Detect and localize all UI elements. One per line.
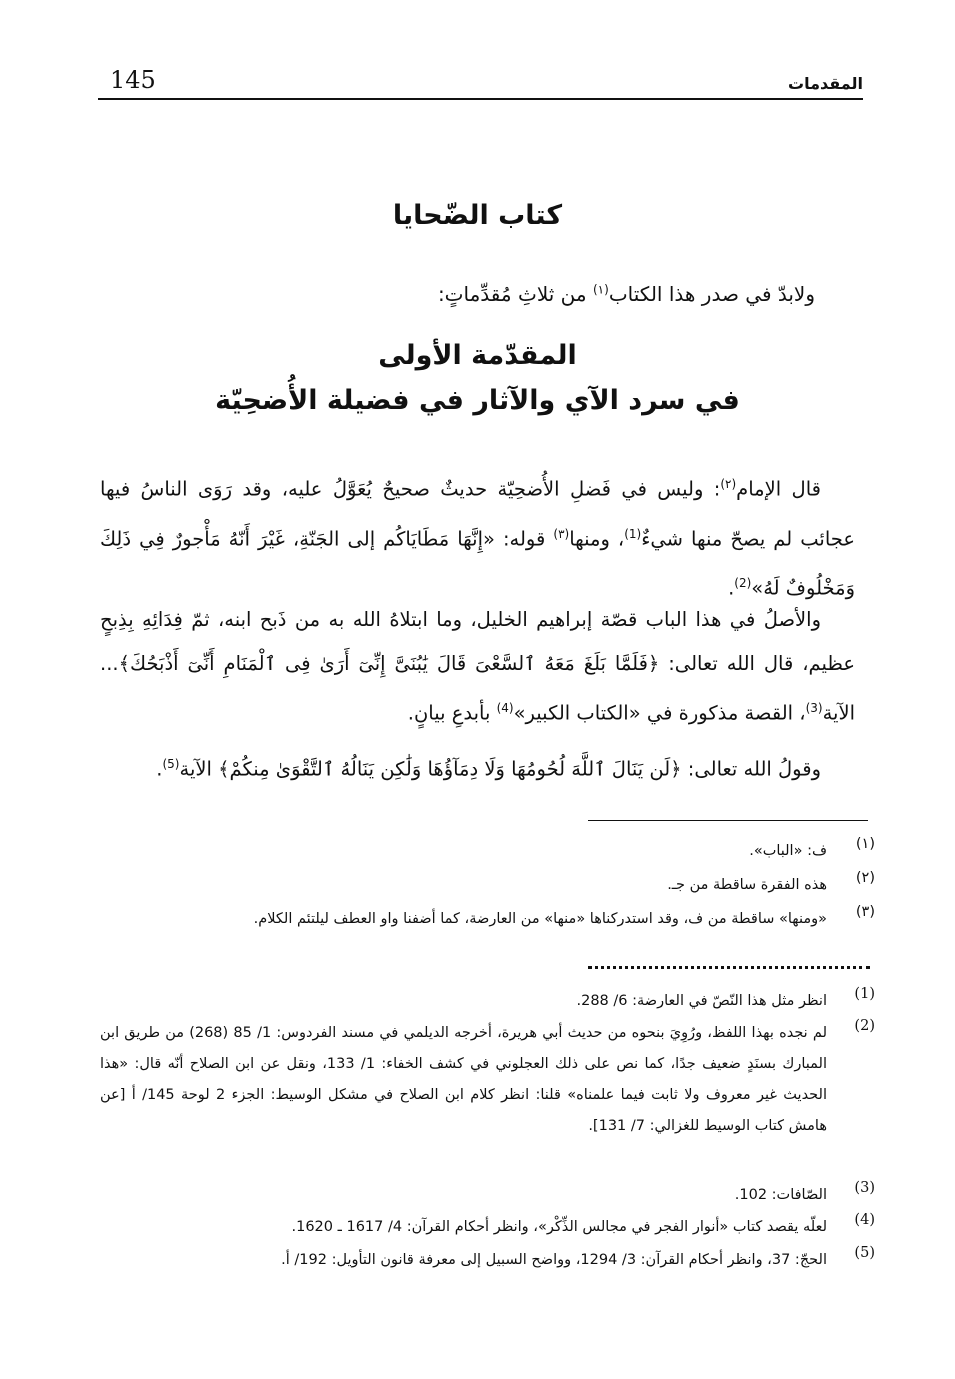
para-text: : وليس في فَضلِ الأُضحِيّة حديثٌ صحيحٌ يُعَوَّلُ عليه، وقد رَوَى الناسُ فيها عجائب لم يصحّ منها شيءٌ <box>100 477 855 550</box>
section-title: المقدّمة الأولى <box>378 340 577 371</box>
footnote-number: (٣) <box>855 904 875 920</box>
footnote-number: (١) <box>855 836 875 852</box>
note-ref[interactable]: (4) <box>496 701 514 715</box>
footnote-text: ف: «الباب». <box>749 843 827 859</box>
section-subtitle: في سرد الآي والآثار في فضيلة الأُضحِيّة <box>215 385 740 416</box>
footnote-text: «ومنها» ساقطة من ف، وقد استدركناها «منها» من العارضة، كما أضفنا واو العطف ليلتئم الكلام. <box>253 911 827 927</box>
hadith-quote: قوله: «إِنَّهَا مَطَايَاكُم إلى الجَنّةِ، غَيْرَ أَنّهُ مَأْجورٌ فِي ذَلِكَ وَمَخْلُوفٌ لَهُ» <box>100 527 855 600</box>
paragraph-3 <box>100 742 855 792</box>
note-number: (2) <box>854 1018 875 1034</box>
intro-text: ولابدّ في صدر هذا الكتاب <box>608 282 815 306</box>
para-text: الآية <box>179 757 219 781</box>
intro-text: من ثلاثِ مُقدِّماتٍ: <box>437 282 593 306</box>
book-title: كتاب الضّحايا <box>392 200 563 231</box>
footnote-item <box>100 836 875 867</box>
para-text: بأبدعِ بيانٍ. <box>407 701 497 725</box>
editor-note <box>100 1180 875 1211</box>
para-text: ، القصة مذكورة في «الكتاب الكبير» <box>513 701 806 725</box>
note-ref[interactable]: (2) <box>734 576 752 590</box>
note-number: (3) <box>854 1180 875 1196</box>
intro-line <box>115 282 815 306</box>
editor-note <box>100 986 875 1017</box>
running-head: المقدمات <box>788 74 863 93</box>
quran-verse: ﴿لَن يَنَالَ ٱللَّهَ لُحُومُهَا وَلَا دِمَآؤُهَا وَلَٰكِن يَنَالُهُ ٱلتَّقْوَىٰ مِنكُمْ﴾ <box>218 757 682 781</box>
note-text: الصّافات: 102. <box>734 1187 827 1203</box>
editor-note <box>100 1245 875 1276</box>
para-text: والأصلُ في هذا الباب قصّة إبراهيم الخليل، وما ابتلاهُ الله به من ذَبح ابنه، ثمّ فِدَائِهِ بِذِبحٍ عظيم، قال الله تعالى: <box>100 608 856 675</box>
para-text: . <box>156 757 163 781</box>
footnote-separator <box>588 820 868 821</box>
footnote-text: هذه الفقرة ساقطة من جـ. <box>667 877 827 893</box>
note-ref[interactable]: (5) <box>162 757 180 771</box>
paragraph-1 <box>100 462 855 611</box>
note-number: (5) <box>854 1245 875 1261</box>
paragraph-2 <box>100 598 855 736</box>
note-text: لم نجده بهذا اللفظ، ورُوِيَ بنحوه من حديث أبي هريرة، أخرجه الديلمي في مسند الفردوس: 1/ 85 (268) من طريق ابن المبارك بسنَدٍ ضعيف جدًا، كما نص على ذلك العجلوني في كشف الخفاء: 1/ 133، ونقل عن ابن الصلاح أنّه قال: «هذا الحديث غير معروف ولا ثابت فيما علمناه» قلنا: انظر كلام ابن الصلاح في مشكل الوسيط: الجزء 2 لوحة 145/ أ [عن هامش كتاب الوسيط للغزالي: 7/ 131]. <box>100 1025 827 1134</box>
notes-separator <box>588 966 870 969</box>
footnote-number: (٢) <box>855 870 875 886</box>
para-text: ، ومنها <box>569 527 625 550</box>
editor-note <box>100 1212 875 1243</box>
footnote-ref[interactable]: (٢) <box>720 477 737 491</box>
footnote-item <box>100 870 875 901</box>
footnote-ref[interactable]: (١) <box>592 282 609 297</box>
quran-verse: ﴿فَلَمَّا بَلَغَ مَعَهُ ٱلسَّعْىَ قَالَ يَٰبُنَىَّ إِنِّىٓ أَرَىٰ فِى ٱلْمَنَامِ أَنِّىٓ أَذْبَحُكَ﴾ <box>118 652 660 675</box>
footnote-item <box>100 904 875 935</box>
footnote-ref[interactable]: (٣) <box>553 526 570 541</box>
note-ref[interactable]: (3) <box>805 701 823 715</box>
note-text: انظر مثل هذا النّصّ في العارضة: 6/ 288. <box>576 993 827 1009</box>
para-text: . <box>728 576 735 600</box>
note-number: (4) <box>854 1212 875 1228</box>
header-rule <box>98 98 863 100</box>
page-number: 145 <box>110 66 156 94</box>
editor-note <box>100 1018 875 1142</box>
para-text: ... الآية <box>100 652 855 725</box>
note-ref[interactable]: (1) <box>624 526 642 541</box>
note-number: (1) <box>854 986 875 1002</box>
note-text: لعلّه يقصد كتاب «أنوار الفجر في مجالس الذِّكْر»، وانظر أحكام القرآن: 4/ 1617 ـ 1620. <box>291 1219 827 1235</box>
note-text: الحجّ: 37، وانظر أحكام القرآن: 3/ 1294، وواضح السبيل إلى معرفة قانون التأويل: 192/ أ. <box>281 1252 827 1268</box>
para-text: وقولُ الله تعالى: <box>681 757 821 781</box>
para-text: قال الإمام <box>736 477 821 501</box>
